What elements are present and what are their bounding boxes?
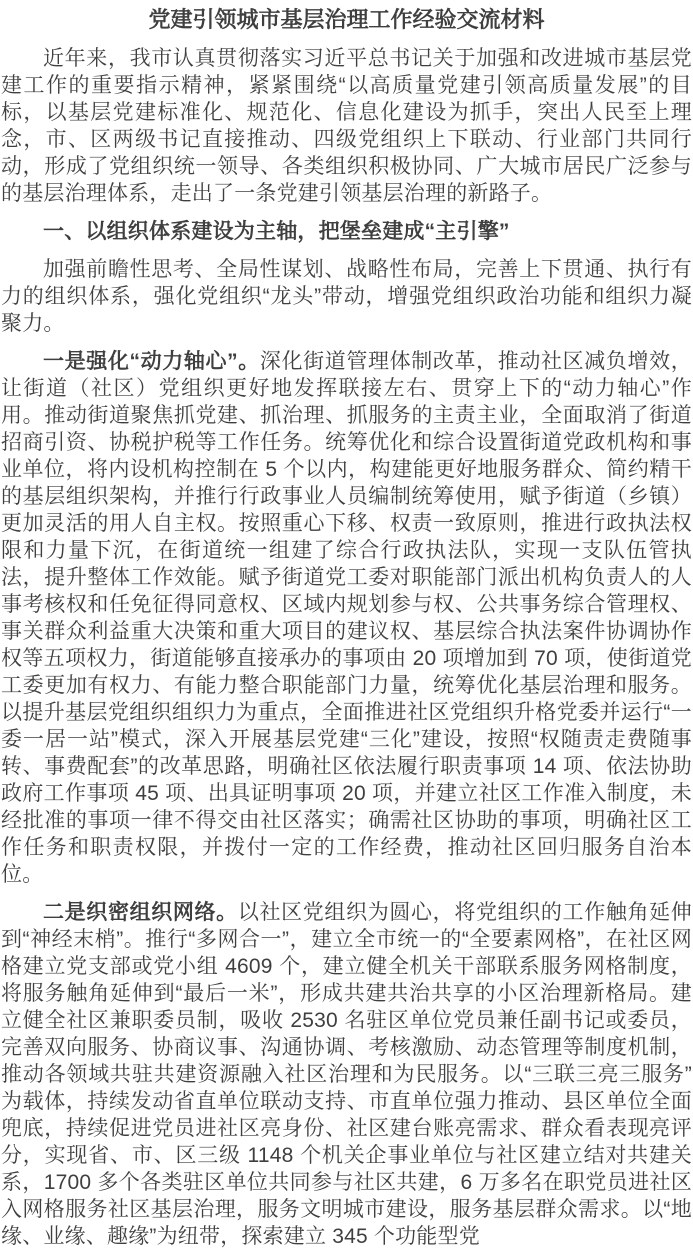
paragraph-point-1-text: 深化街道管理体制改革，推动社区减负增效，让街道（社区）党组织更好地发挥联接左右、贯穿上下的“动力轴心”作用。推动街道聚焦抓党建、抓治理、抓服务的主责主业，全面取消了街道招商引资、协税护税等工作任务。统筹优化和综合设置街道党政机构和事业单位，将内设机构控制在 5 个以内，构建能更好地服务群众、简约精干的基层组织架构，并推行行政事业人员编制统筹使用，赋予街道（乡镇）更加灵活的用人自主权。按照重心下移、权责一致原则，推进行政执法权限和力量下沉，在街道统一组建了综合行政执法队，实现一支队伍管执法，提升整体工作效能。赋予街道党工委对职能部门派出机构负责人的人事考核权和任免征得同意权、区域内规划参与权、公共事务综合管理权、事关群众利益重大决策和重大项目的建议权、基层综合执法案件协调协作权等五项权力，街道能够直接承办的事项由 20 项增加到 70 项，使街道党工委更加有权力、有能力整合职能部门力量，统筹优化基层治理和服务。以提升基层党组织组织力为重点，全面推进社区党组织升格党委并运行“一委一居一站”模式，深入开展基层党建“三化”建设，按照“权随责走费随事转、事费配套”的改革思路，明确社区依法履行职责事项 14 项、依法协助政府工作事项 45 项、出具证明事项 20 项，并建立社区工作准入制度，未经批准的事项一律不得交由社区落实；确需社区协助的事项，明确社区工作任务和职责权限，并拨付一定的工作经费，推动社区回归服务自治本位。: [1, 350, 693, 886]
paragraph-point-1-lead: 一是强化“动力轴心”。: [43, 350, 260, 373]
paragraph-point-2-lead: 二是织密组织网络。: [43, 901, 238, 924]
paragraph-point-2: [1, 899, 692, 1250]
paragraph-point-2-text: 以社区党组织为圆心，将党组织的工作触角延伸到“神经末梢”。推行“多网合一”，建立全市统一的“全要素网格”，在社区网格建立党支部或党小组 4609 个，建立健全机关干部联系服务网格制度，将服务触角延伸到“最后一米”，形成共建共治共享的小区治理新格局。建立健全社区兼职委员制，吸收 2530 名驻区单位党员兼任副书记或委员，完善双向服务、协商议事、沟通协调、考核激励、动态管理等制度机制，推动各领域共驻共建资源融入社区治理和为民服务。以“三联三亮三服务”为载体，持续发动省直单位联动支持、市直单位强力推动、县区单位全面兜底，持续促进党员进社区亮身份、社区建台账亮需求、群众看表现亮评分，实现省、市、区三级 1148 个机关企事业单位与社区建立结对共建关系，1700 多个各类驻区单位共同参与社区共建，6 万多名在职党员进社区入网格服务社区基层治理，服务文明城市建设，服务基层群众需求。以“地缘、业缘、趣缘”为纽带，探索建立 345 个功能型党: [1, 901, 692, 1248]
paragraph-section-overview: 加强前瞻性思考、全局性谋划、战略性布局，完善上下贯通、执行有力的组织体系，强化党组织“龙头”带动，增强党组织政治功能和组织力凝聚力。: [1, 258, 692, 335]
document-title: 党建引领城市基层治理工作经验交流材料: [148, 7, 545, 32]
section-heading-1: 一、以组织体系建设为主轴，把堡垒建成“主引擎”: [43, 220, 510, 243]
paragraph-intro: 近年来，我市认真贯彻落实习近平总书记关于加强和改进城市基层党建工作的重要指示精神，紧紧围绕“以高质量党建引领高质量发展”的目标，以基层党建标准化、规范化、信息化建设为抓手，突出人民至上理念，市、区两级书记直接推动、四级党组织上下联动、行业部门共同行动，形成了党组织统一领导、各类组织积极协同、广大城市居民广泛参与的基层治理体系，走出了一条党建引领基层治理的新路子。: [1, 47, 692, 205]
paragraph-point-1: [1, 348, 692, 888]
